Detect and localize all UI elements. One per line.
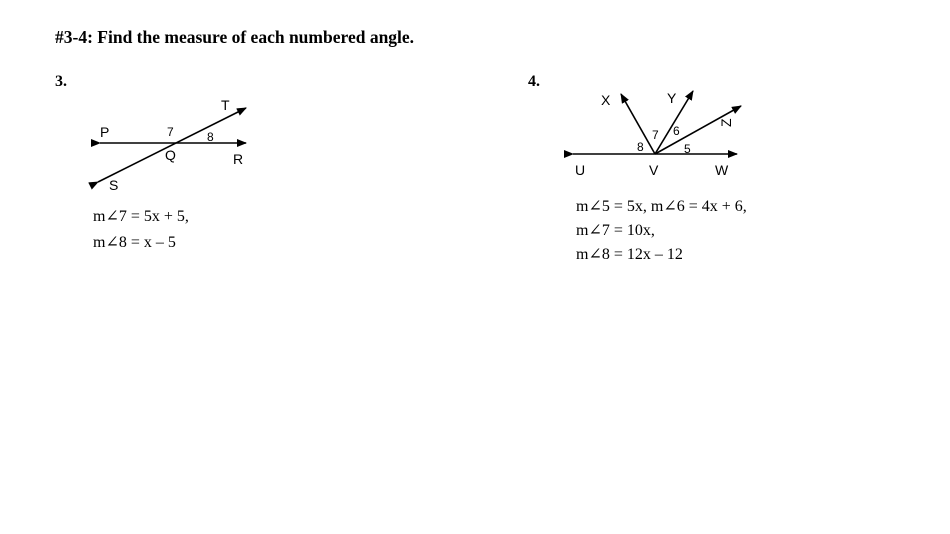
angle-8-label: 8: [207, 130, 214, 144]
line-st: [98, 108, 246, 182]
point-x-label: X: [601, 92, 611, 108]
equation-angles-5-6: m∠5 = 5x, m∠6 = 4x + 6,: [576, 198, 747, 215]
point-q-label: Q: [165, 147, 176, 163]
angle-6-label: 6: [673, 124, 680, 138]
equation-angle-7: m∠7 = 5x + 5,: [93, 208, 189, 225]
problem-3-number: 3.: [55, 73, 67, 90]
equation-angle-7: m∠7 = 10x,: [576, 222, 655, 239]
angle-7-label: 7: [167, 125, 174, 139]
point-v-label: V: [649, 162, 659, 178]
equation-angle-8: m∠8 = x – 5: [93, 234, 176, 251]
angle-8-label: 8: [637, 140, 644, 154]
angle-5-label: 5: [684, 142, 691, 156]
equation-angle-8: m∠8 = 12x – 12: [576, 246, 683, 263]
problem-4-diagram: [565, 85, 755, 185]
point-z-label: Z: [718, 118, 734, 127]
problem-3-diagram: [90, 90, 270, 200]
angle-7-label: 7: [652, 128, 659, 142]
point-y-label: Y: [667, 90, 677, 106]
point-r-label: R: [233, 151, 244, 167]
worksheet-heading: #3-4: Find the measure of each numbered angle.: [55, 27, 415, 47]
ray-vz: [655, 106, 741, 154]
point-s-label: S: [109, 177, 119, 193]
point-p-label: P: [100, 124, 110, 140]
problem-4-number: 4.: [528, 73, 540, 90]
point-u-label: U: [575, 162, 586, 178]
point-t-label: T: [221, 97, 230, 113]
point-w-label: W: [715, 162, 729, 178]
